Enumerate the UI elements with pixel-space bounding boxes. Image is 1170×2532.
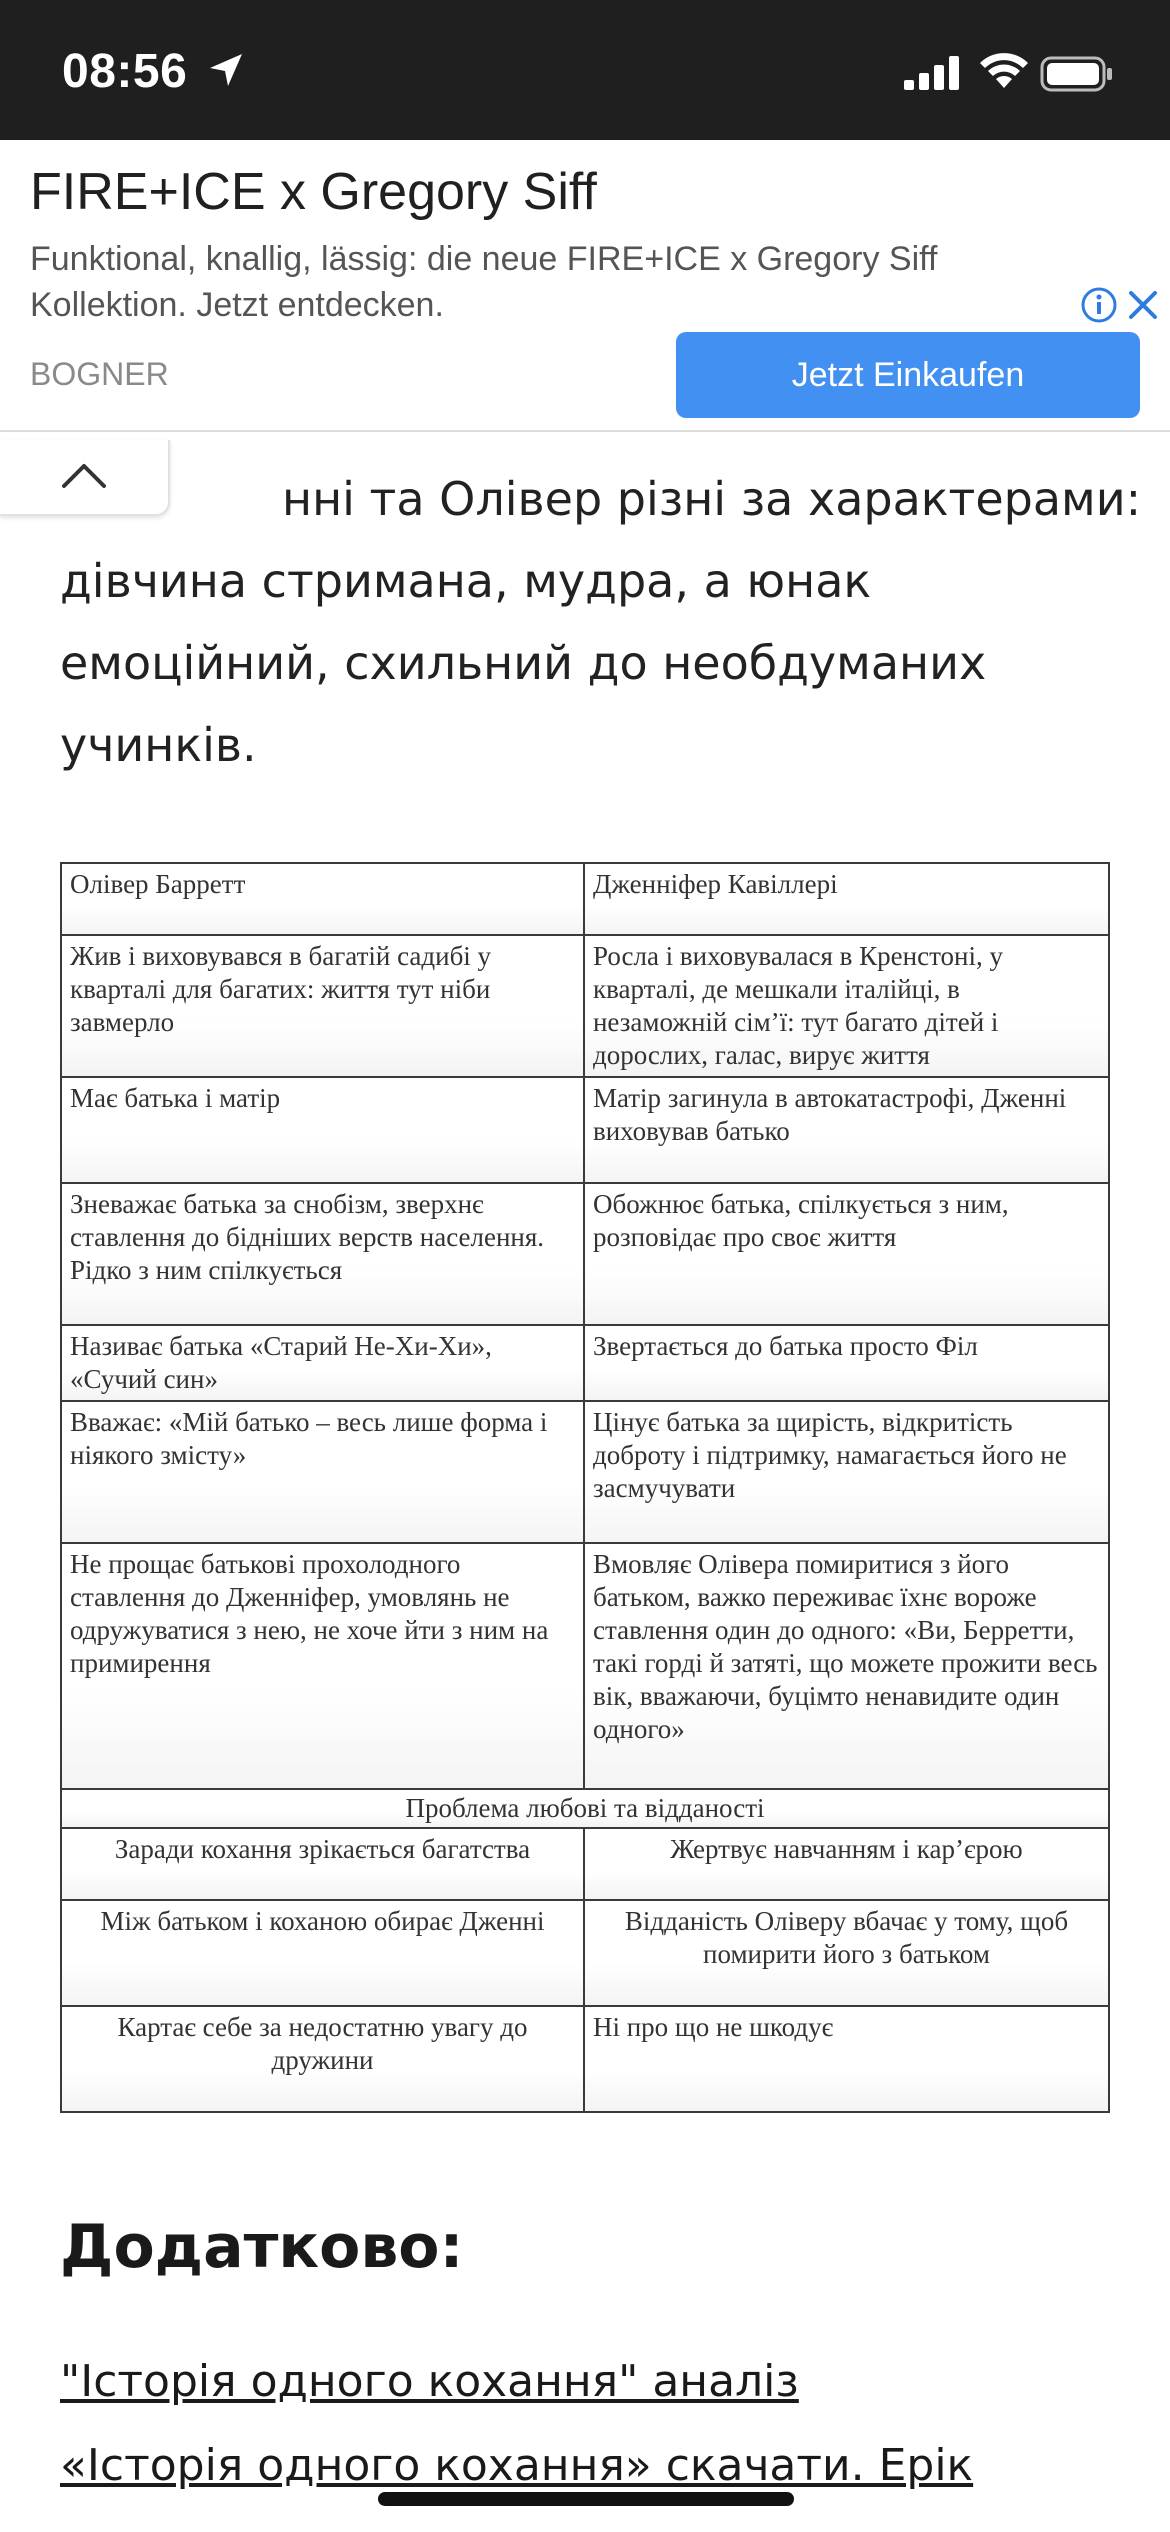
table-row — [61, 1325, 1109, 1401]
table-cell: Має батька і матір — [61, 1077, 584, 1183]
collapse-ad-button[interactable] — [0, 440, 170, 516]
wifi-icon — [978, 50, 1030, 90]
table-cell: Ні про що не шкодує — [584, 2006, 1109, 2112]
table-cell: Цінує батька за щирість, відкритість доброту і підтримку, намагається його не засмучувати — [584, 1401, 1109, 1543]
comparison-table — [60, 862, 1110, 2113]
table-cell: Зневажає батька за снобізм, зверхнє ставлення до бідніших верств населення. Рідко з ним спілкується — [61, 1183, 584, 1325]
location-arrow-icon — [206, 50, 246, 90]
related-article-link[interactable]: "Історія одного кохання" аналіз — [60, 2356, 799, 2407]
paragraph-line: емоційний, схильний до необдуманих — [60, 636, 987, 690]
table-row — [61, 935, 1109, 1077]
table-cell: Картає себе за недостатню увагу до дружини — [61, 2006, 584, 2112]
table-cell: Вмовляє Олівера помиритися з його батьком, важко переживає їхнє вороже ставлення один до одного: «Ви, Берретти, такі горді й затяті, що можете прожити весь вік, вважаючи, буцімто ненавидите один одного» — [584, 1543, 1109, 1789]
table-row — [61, 1183, 1109, 1325]
table-section-row — [61, 1789, 1109, 1828]
table-cell: Між батьком і коханою обирає Дженні — [61, 1900, 584, 2006]
cellular-signal-icon — [904, 56, 960, 90]
table-cell: Називає батька «Старий Не-Хи-Хи», «Сучий син» — [61, 1325, 584, 1401]
ad-title[interactable]: FIRE+ICE x Gregory Siff — [30, 163, 597, 221]
table-row — [61, 1828, 1109, 1900]
table-row — [61, 1077, 1109, 1183]
table-cell: Відданість Оліверу вбачає у тому, щоб помирити його з батьком — [584, 1900, 1109, 2006]
table-cell: Матір загинула в автокатастрофі, Дженні виховував батько — [584, 1077, 1109, 1183]
table-cell: Дженніфер Кавіллері — [584, 863, 1109, 935]
chevron-up-icon — [60, 460, 108, 490]
paragraph-line: нні та Олівер різні за характерами: — [282, 472, 1142, 526]
home-indicator[interactable] — [378, 2492, 794, 2506]
ad-description[interactable]: Funktional, knallig, lässig: die neue FIRE+ICE x Gregory Siff Kollektion. Jetzt entdecken. — [30, 240, 938, 324]
close-icon[interactable] — [1126, 288, 1160, 322]
table-cell: Жив і виховувався в багатій садибі у кварталі для багатих: життя тут ніби завмерло — [61, 935, 584, 1077]
ad-brand: BOGNER — [30, 356, 169, 392]
table-header-row — [61, 863, 1109, 935]
table-row — [61, 2006, 1109, 2112]
table-row — [61, 1401, 1109, 1543]
article-paragraph — [60, 458, 1142, 786]
table-row — [61, 1543, 1109, 1789]
table-row — [61, 1900, 1109, 2006]
status-time: 08:56 — [62, 45, 188, 98]
status-bar — [0, 0, 1170, 140]
table-cell: Заради кохання зрікається багатства — [61, 1828, 584, 1900]
table-section-title: Проблема любові та відданості — [61, 1789, 1109, 1828]
info-icon[interactable] — [1080, 286, 1118, 324]
table-cell: Не прощає батькові прохолодного ставлення до Дженніфер, умовлянь не одружуватися з нею, не хоче йти з ним на примирення — [61, 1543, 584, 1789]
table-cell: Обожнює батька, спілкується з ним, розповідає про своє життя — [584, 1183, 1109, 1325]
table-cell: Жертвує навчанням і кар’єрою — [584, 1828, 1109, 1900]
paragraph-line: дівчина стримана, мудра, а юнак — [60, 554, 872, 608]
ad-cta-button[interactable]: Jetzt Einkaufen — [676, 332, 1140, 418]
related-article-link[interactable]: «Історія одного кохання» скачати. Ерік — [60, 2440, 974, 2491]
ad-banner[interactable] — [0, 140, 1170, 432]
table-cell: Звертається до батька просто Філ — [584, 1325, 1109, 1401]
battery-icon — [1040, 54, 1114, 94]
table-cell: Вважає: «Мій батько – весь лише форма і ніякого змісту» — [61, 1401, 584, 1543]
table-cell: Олівер Барретт — [61, 863, 584, 935]
comparison-table-image — [60, 862, 1110, 2108]
table-cell: Росла і виховувалася в Кренстоні, у кварталі, де мешкали італійці, в незаможній сім’ї: тут багато дітей і дорослих, галас, вирує життя — [584, 935, 1109, 1077]
additional-heading: Додатково: — [60, 2212, 464, 2282]
paragraph-line: учинків. — [60, 718, 257, 772]
